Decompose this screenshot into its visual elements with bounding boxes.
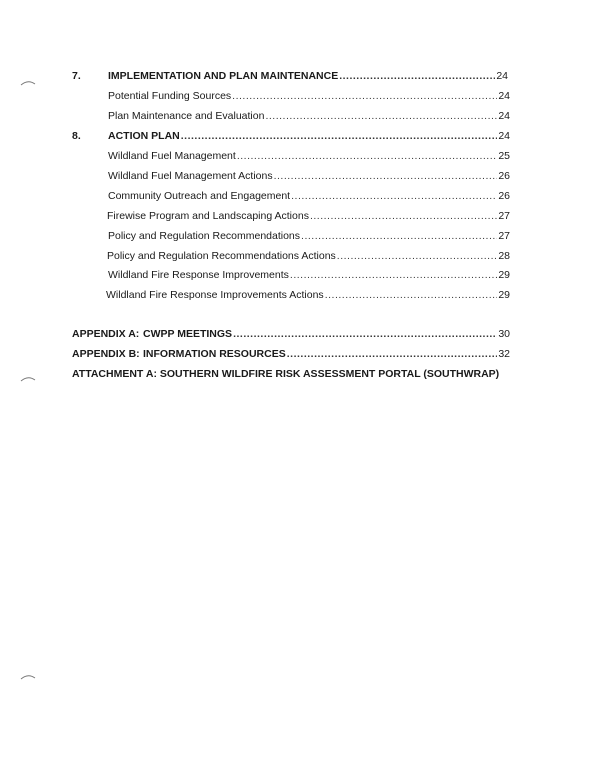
toc-entry[interactable] (143, 327, 510, 341)
item-title: Potential Funding Sources (108, 90, 232, 102)
toc-item (0, 268, 600, 282)
toc-entry[interactable] (108, 109, 510, 123)
toc-entry[interactable] (108, 129, 510, 143)
dot-leader (233, 327, 497, 341)
item-title: Wildland Fuel Management (108, 150, 236, 162)
item-title: Wildland Fuel Management Actions (108, 170, 273, 182)
appendix-label: APPENDIX A: (72, 328, 140, 340)
toc-item (0, 229, 600, 243)
appendix-title: INFORMATION RESOURCES (143, 348, 286, 360)
dot-leader (237, 149, 497, 163)
toc-item (0, 89, 600, 103)
dot-leader (337, 249, 498, 263)
toc-appendix-b (0, 347, 600, 361)
page-number: 24 (498, 110, 510, 122)
page-number: 24 (498, 130, 510, 142)
page-number: 30 (498, 328, 510, 340)
section-title: IMPLEMENTATION AND PLAN MAINTENANCE (108, 70, 339, 82)
toc-item (0, 109, 600, 123)
toc-item (0, 149, 600, 163)
toc-entry[interactable] (107, 209, 510, 223)
binder-hole-mark (20, 376, 36, 382)
dot-leader (291, 189, 497, 203)
dot-leader (265, 109, 497, 123)
toc-entry[interactable] (108, 169, 510, 183)
toc-entry[interactable] (108, 69, 508, 83)
appendix-title: CWPP MEETINGS (143, 328, 233, 340)
page-number: 27 (498, 210, 510, 222)
item-title: Plan Maintenance and Evaluation (108, 110, 265, 122)
toc-attachment[interactable] (72, 367, 499, 381)
toc-item (0, 249, 600, 263)
dot-leader (339, 69, 495, 83)
toc-entry[interactable] (108, 229, 510, 243)
toc-entry[interactable] (108, 189, 510, 203)
item-title: Wildland Fire Response Improvements Actions (106, 289, 324, 301)
toc-item (0, 189, 600, 203)
section-number: 7. (72, 70, 81, 82)
binder-hole-mark (20, 674, 36, 680)
dot-leader (325, 288, 498, 302)
dot-leader (232, 89, 497, 103)
page-number: 25 (498, 150, 510, 162)
section-number: 8. (72, 130, 81, 142)
toc-entry[interactable] (106, 288, 510, 302)
toc-entry[interactable] (107, 249, 510, 263)
toc-item (0, 209, 600, 223)
item-title: Community Outreach and Engagement (108, 190, 291, 202)
toc-item (0, 169, 600, 183)
dot-leader (181, 129, 498, 143)
dot-leader (301, 229, 497, 243)
section-title: ACTION PLAN (108, 130, 180, 142)
toc-appendix-a (0, 327, 600, 341)
toc-entry[interactable] (108, 149, 510, 163)
page-number: 29 (498, 269, 510, 281)
item-title: Firewise Program and Landscaping Actions (107, 210, 309, 222)
item-title: Policy and Regulation Recommendations Actions (107, 250, 336, 262)
page-number: 24 (496, 70, 508, 82)
page-number: 27 (498, 230, 510, 242)
page-number: 29 (498, 289, 510, 301)
dot-leader (310, 209, 497, 223)
toc-item (0, 288, 600, 302)
page-number: 26 (498, 170, 510, 182)
dot-leader (290, 268, 497, 282)
item-title: Wildland Fire Response Improvements (108, 269, 289, 281)
toc-section-7 (0, 69, 600, 83)
toc-entry[interactable] (108, 89, 510, 103)
item-title: Policy and Regulation Recommendations (108, 230, 301, 242)
toc-section-8 (0, 129, 600, 143)
page-number: 24 (498, 90, 510, 102)
dot-leader (274, 169, 498, 183)
appendix-label: APPENDIX B: (72, 348, 140, 360)
toc-entry[interactable] (108, 268, 510, 282)
page-number: 28 (498, 250, 510, 262)
toc-entry[interactable] (143, 347, 510, 361)
attachment-title: ATTACHMENT A: SOUTHERN WILDFIRE RISK ASSESSMENT PORTAL (SOUTHWRAP) (72, 368, 500, 380)
page-number: 32 (498, 348, 510, 360)
page-number: 26 (498, 190, 510, 202)
dot-leader (287, 347, 498, 361)
